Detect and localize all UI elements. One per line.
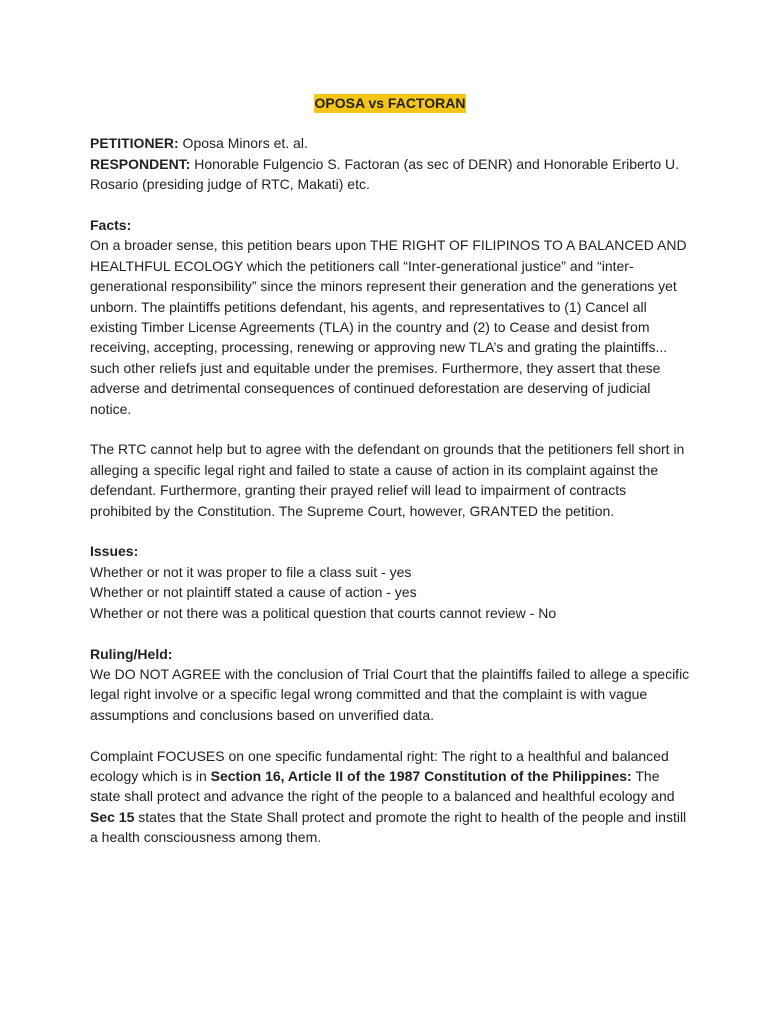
document-page <box>90 93 690 848</box>
facts-heading: Facts: <box>90 217 132 234</box>
spacer <box>90 419 690 439</box>
respondent-text: Honorable Fulgencio S. Factoran (as sec of DENR) and Honorable Eriberto U. Rosario (presiding judge of RTC, Makati) etc. <box>90 155 680 193</box>
constitution-reference: Section 16, Article II of the 1987 Constitution of the Philippines: <box>210 767 632 784</box>
ruling-text-e: states that the State Shall protect and promote the right to health of the people and instill a health consciousness among them. <box>90 808 687 846</box>
title-container <box>90 93 690 113</box>
ruling-text-c: The state shall protect and advance the right of the people to a balanced and healthful ecology and <box>90 767 675 805</box>
ruling-paragraph-1: We DO NOT AGREE with the conclusion of Trial Court that the plaintiffs failed to allege a specific legal right involve or a specific legal wrong committed and that the complaint is with vague assumptions and conclusions based on unverified data. <box>90 665 690 723</box>
section-15-reference: Sec 15 <box>90 808 135 825</box>
respondent-label: RESPONDENT: <box>90 155 191 172</box>
spacer <box>90 521 690 541</box>
petitioner-line <box>90 133 690 153</box>
ruling-heading: Ruling/Held: <box>90 645 173 662</box>
facts-paragraph-1: On a broader sense, this petition bears upon THE RIGHT OF FILIPINOS TO A BALANCED AND HEALTHFUL ECOLOGY which the petitioners call “Inter-generational justice” and “inter-generational responsibility” since the minors represent their generation and the generations yet unborn. The plaintiffs petitions defendant, his agents, and representatives to (1) Cancel all existing Timber License Agreements (TLA) in the country and (2) to Cease and desist from receiving, accepting, processing, renewing or approving new TLA’s and grating the plaintiffs... such other reliefs just and equitable under the premises. Furthermore, they assert that these adverse and detrimental consequences of continued deforestation are deserving of judicial notice. <box>90 237 687 417</box>
ruling-text-a: Complaint FOCUSES on one specific fundamental right: The right to a healthful and balanced ecology which is in <box>90 747 669 784</box>
spacer <box>90 725 690 745</box>
spacer <box>90 623 690 643</box>
petitioner-text: Oposa Minors et. al. <box>178 135 308 152</box>
spacer <box>90 195 690 215</box>
issue-item: Whether or not there was a political question that courts cannot review - No <box>90 604 557 621</box>
issue-item: Whether or not it was proper to file a class suit - yes <box>90 563 412 580</box>
petitioner-label: PETITIONER: <box>90 135 179 152</box>
ruling-paragraph-2 <box>90 746 690 848</box>
facts-paragraph-2: The RTC cannot help but to agree with the defendant on grounds that the petitioners fell short in alleging a specific legal right and failed to state a cause of action in its complaint against the defendant. Furthermore, granting their prayed relief will lead to impairment of contracts prohibited by the Constitution. The Supreme Court, however, GRANTED the petition. <box>90 441 685 519</box>
issue-item: Whether or not plaintiff stated a cause of action - yes <box>90 584 417 601</box>
respondent-line <box>90 154 690 195</box>
issues-heading: Issues: <box>90 543 139 560</box>
document-title: OPOSA vs FACTORAN <box>314 95 466 111</box>
